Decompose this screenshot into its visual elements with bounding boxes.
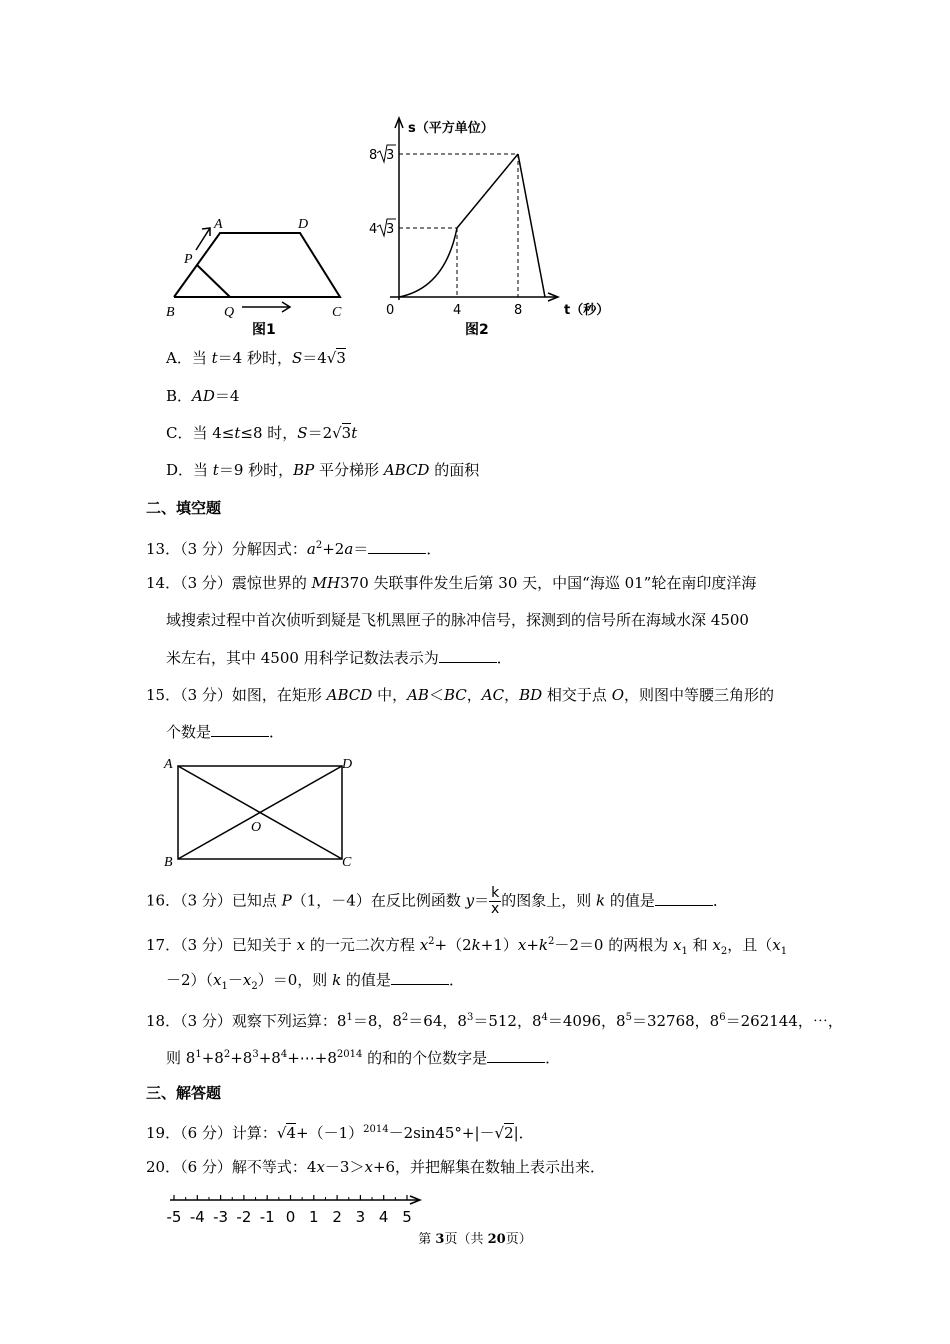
option-c: C．当 4≤t≤8 时，S＝2√3t [166,424,358,442]
radical-sign: √ [332,424,342,442]
number-line-label: 1 [309,1208,319,1226]
question-16: 16．（3 分）已知点 P（1，－4）在反比例函数 y＝ $\frac{k}{x}$ 的图象上，则 k 的值是 ． [146,885,728,917]
number-line [160,1192,430,1228]
fig2-tick-x8: 8 [514,303,523,318]
fig2-caption: 图2 [465,322,489,338]
number-line-label: -4 [189,1208,205,1226]
rect-point-O: O [251,820,262,835]
fig1-point-P: P [184,252,193,267]
answer-blank[interactable] [368,541,426,554]
answer-blank[interactable] [487,1050,545,1063]
number-line-label: 5 [402,1208,412,1226]
answer-blank[interactable] [655,893,713,906]
section-heading-fill-blank: 二、填空题 [146,499,222,517]
rect-point-C: C [342,855,352,870]
fig2-axis-s-label: s（平方单位） [408,121,494,136]
fig1-point-Q: Q [224,305,235,320]
fig1-point-C: C [332,305,342,320]
answer-blank[interactable] [211,724,269,737]
question-18-line-2: 则 $8^1+8^2+8^3+8^4+\cdots+8^{2014}$ 的和的个位数字是 ． [166,1049,561,1067]
number-line-label: 2 [332,1208,342,1226]
question-14-line-2: 域搜索过程中首次侦听到疑是飞机黑匣子的脉冲信号，探测到的信号所在海域水深 4500 [166,611,749,629]
question-15-line-2: 个数是 ． [166,723,285,741]
number-line-label: 4 [378,1208,389,1226]
fig1-point-D: D [298,217,309,232]
number-line-label: 3 [355,1208,366,1226]
fig2-axis-t-label: t（秒） [564,303,610,318]
fig1-point-A: A [214,217,223,232]
fig1-caption: 图1 [252,322,276,338]
radical-sign: √ [276,1124,287,1142]
fig2-origin: 0 [386,303,395,318]
number-line-label: -3 [213,1208,229,1226]
option-d: D．当 t＝9 秒时，BP 平分梯形 ABCD 的面积 [166,461,480,479]
page-footer: 第 3页（共 20页） [418,1232,532,1247]
answer-blank[interactable] [439,650,497,663]
figure-rectangle-abcd [160,752,360,872]
fraction-k-over-x: $\frac{k}{x}$ [491,885,500,917]
fig2-tick-x4: 4 [453,303,462,318]
fig1-point-B: B [166,305,175,320]
number-line-label: -2 [236,1208,252,1226]
radical-sign: √ [494,1124,505,1142]
question-15-line-1: 15．（3 分）如图，在矩形 ABCD 中，AB＜BC，AC，BD 相交于点 O，则图中等腰三角形的 [146,686,775,704]
figure-2-graph [390,118,558,301]
question-13: 13．（3 分）分解因式：$a^2+2a=$ ． [146,540,442,558]
question-18-line-1: 18．（3 分）观察下列运算：$8^1=8$，$8^2=64$，$8^3=512$，$8^4=4096$，$8^5=32768$，$8^6=262144$，⋯， [146,1012,843,1030]
fig2-radicand-4: 3 [386,222,395,237]
question-20: 20．（6 分）解不等式：4x－3＞x+6，并把解集在数轴上表示出来． [146,1158,606,1176]
option-a: A．当 t＝4 秒时，S＝4√3 [166,349,346,367]
option-b: B．AD＝4 [166,387,240,405]
figure-1-trapezoid [174,228,340,312]
rect-point-D: D [342,757,353,772]
section-heading-solve: 三、解答题 [146,1084,222,1102]
fig2-tick-4: 4 [369,222,378,237]
question-19: 19．（6 分）计算：$√4+(-1)^{2014}-2\sin 45^\circ+|-√2|$． [146,1124,534,1142]
number-line-label: 0 [285,1208,296,1226]
radical-sign: √ [326,349,337,367]
fig2-tick-8: 8 [369,148,378,163]
question-14-line-1: 14．（3 分）震惊世界的 MH370 失联事件发生后第 30 天，中国“海巡 01”轮在南印度洋海 [146,574,757,592]
number-line-label: -5 [166,1208,182,1226]
figure-trapezoid-and-graph [160,110,640,340]
number-line-label: -1 [259,1208,275,1226]
answer-blank[interactable] [391,972,449,985]
question-17-line-2: $-2)(x_1-x_2)=0$，则 k 的值是 ． [166,971,464,992]
fig2-radicand-8: 3 [386,148,395,163]
question-17-line-1: 17．（3 分）已知关于 x 的一元二次方程 $x^2+(2k+1)x+k^2-2=0$ 的两根为 $x_1$ 和 $x_2$，且（$x_1$ [146,936,788,957]
rect-point-A: A [164,757,173,772]
rect-point-B: B [164,855,173,870]
question-14-line-3: 米左右，其中 4500 用科学记数法表示为 ． [166,649,512,667]
